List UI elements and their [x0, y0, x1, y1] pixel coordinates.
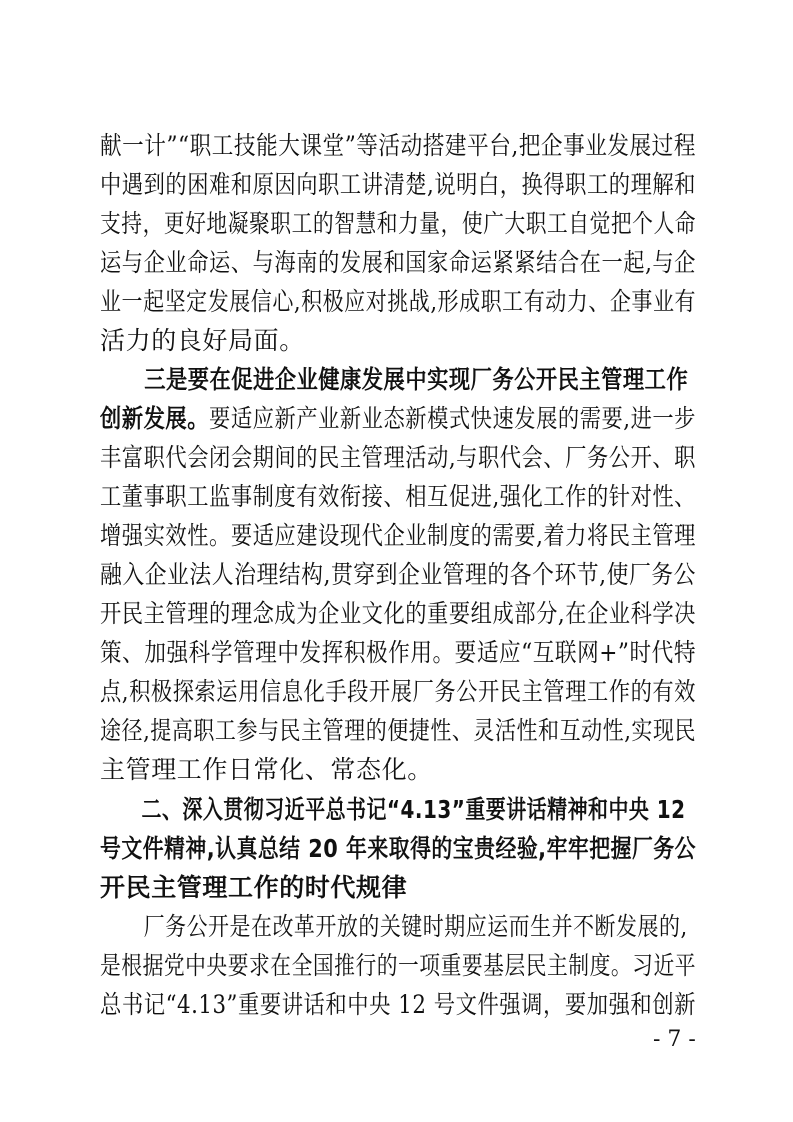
heading-line: 号文件精神,认真总结 20 年来取得的宝贵经验,牢牢把握厂务公	[100, 834, 696, 863]
page-number: - 7 -	[653, 1027, 696, 1052]
text-line: 融入企业法人治理结构,贯穿到企业管理的各个环节,使厂务公	[100, 560, 696, 589]
paragraph-factory-affairs	[100, 911, 696, 1021]
text-line: 中遇到的困难和原因向职工讲清楚,说明白，换得职工的理解和	[100, 170, 696, 199]
text-line: 策、加强科学管理中发挥积极作用。要适应“互联网+”时代特	[100, 638, 697, 667]
text-line: 总书记“4.13”重要讲话和中央 12 号文件强调，要加强和创新	[100, 990, 697, 1019]
text-line: 丰富职代会闭会期间的民主管理活动,与职代会、厂务公开、职	[100, 443, 696, 472]
text-run: 要适应新产业新业态新模式快速发展的需要,进一步	[209, 404, 696, 433]
text-line: 主管理工作日常化、常态化。	[100, 755, 433, 784]
text-line: 献一计”“职工技能大课堂”等活动搭建平台,把企事业发展过程	[100, 131, 697, 160]
text-line: 是根据党中央要求在全国推行的一项重要基层民主制度。习近平	[100, 951, 697, 980]
bold-lead-line: 三是要在促进企业健康发展中实现厂务公开民主管理工作	[144, 365, 689, 394]
text-line: 点,积极探索运用信息化手段开展厂务公开民主管理工作的有效	[100, 677, 696, 706]
text-line: 厂务公开是在改革开放的关键时期应运而生并不断发展的,	[143, 912, 688, 941]
text-line: 增强实效性。要适应建设现代企业制度的需要,着力将民主管理	[100, 521, 696, 550]
heading-line: 二、深入贯彻习近平总书记“4.13”重要讲话精神和中央 12	[141, 795, 686, 824]
text-line: 支持，更好地凝聚职工的智慧和力量，使广大职工自觉把个人命	[100, 209, 697, 238]
text-line: 运与企业命运、与海南的发展和国家命运紧紧结合在一起,与企	[100, 248, 696, 277]
text-line: 开民主管理的理念成为企业文化的重要组成部分,在企业科学决	[100, 599, 696, 628]
paragraph-continuation	[100, 130, 696, 357]
text-line: 活力的良好局面。	[100, 326, 305, 355]
paragraph-innovation	[100, 364, 696, 786]
section-heading-2	[100, 794, 696, 904]
bold-lead-text: 创新发展。	[100, 404, 210, 433]
text-line: 业一起坚定发展信心,积极应对挑战,形成职工有动力、企事业有	[100, 287, 697, 316]
text-line: 工董事职工监事制度有效衔接、相互促进,强化工作的针对性、	[100, 482, 696, 511]
text-line	[100, 403, 696, 435]
text-line: 途径,提高职工参与民主管理的便捷性、灵活性和互动性,实现民	[100, 716, 697, 745]
heading-line: 开民主管理工作的时代规律	[100, 873, 408, 902]
